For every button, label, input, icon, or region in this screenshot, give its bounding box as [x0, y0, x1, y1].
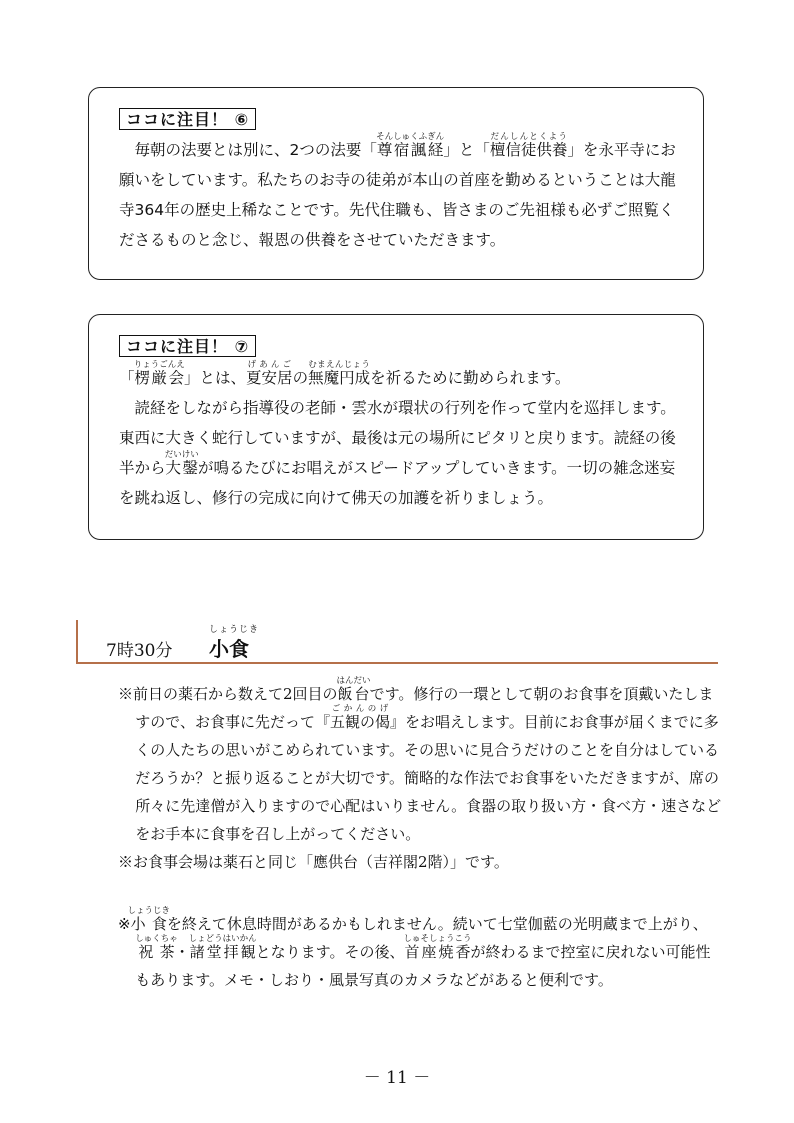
- section-title: 小食: [209, 637, 249, 661]
- section-header: [76, 620, 718, 664]
- ruby-danshinto-kuyo: 檀信徒供養だんしんとくよう: [489, 132, 568, 159]
- ruby-daikei: 大鏧だいけい: [164, 450, 199, 477]
- ruby-gokan-no-ge: 五観の偈ごかんのげ: [329, 704, 390, 731]
- ruby-handai: 飯台はんだい: [336, 676, 371, 703]
- box-label-7: ココに注目！ ⑦: [119, 335, 256, 357]
- page-number: － 11 －: [363, 1068, 431, 1088]
- ruby-sonshuku-fugin: 尊宿諷経そんしゅくふぎん: [376, 132, 445, 159]
- ruby-ryogon-e: 楞厳会りょうごんえ: [133, 360, 185, 387]
- ruby-shojiki: 小食しょうじき: [127, 906, 170, 933]
- ruby-shukucha: 祝茶しゅくちゃ: [135, 934, 178, 961]
- note-3: ※小食しょうじきを終えて休息時間があるかもしれません。続いて七堂伽藍の光明蔵まで上がり、祝茶しゅくちゃ・諸堂拝観しょどうはいかんとなります。その後、首座焼香しゅそしょうこうが終わるまで控室に戻れない可能性もあります。メモ・しおり・風景写真のカメラなどがあると便利です。: [118, 906, 711, 989]
- box-7-text-2: 読経をしながら指導役の老師・雲水が環状の行列を作って堂内を巡拝します。東西に大きく蛇行していますが、最後は元の場所にピタリと戻ります。読経の後半から大鏧だいけいが鳴るたびにお唱えがスピードアップしていきます。一切の雑念迷妄を跳ね返し、修行の完成に向けて佛天の加護を祈りましょう。: [119, 399, 676, 507]
- note-2: ※お食事会場は薬石と同じ「應供台（吉祥閣2階）」です。: [118, 853, 509, 871]
- section-time: 7時30分: [106, 641, 173, 661]
- ruby-shodo-haikan: 諸堂拝観しょどうはいかん: [188, 934, 257, 961]
- ruby-mumaenjo: 無魔円成むまえんじょう: [308, 360, 371, 387]
- box-label-6: ココに注目！ ⑥: [119, 108, 256, 130]
- attention-box-6: [88, 87, 704, 280]
- note-1: ※前日の薬石から数えて2回目の飯台はんだいです。修行の一環として朝のお食事を頂戴いたしますので、お食事に先だって『五観の偈ごかんのげ』をお唱えします。目前にお食事が届くまでに多くの人たちの思いがこめられています。その思いに見合うだけのことを自分はしているだろうか？と振り返ることが大切です。簡略的な作法でお食事をいただきますが、席の所々に先達僧が入りますので心配はいりません。食器の取り扱い方・食べ方・速さなどをお手本に食事を召し上がってください。: [118, 676, 722, 843]
- attention-box-7: [88, 314, 704, 540]
- ruby-shuso-shoko: 首座焼香しゅそしょうこう: [403, 934, 472, 961]
- ruby-geango: 夏安居げあんご: [246, 360, 293, 387]
- box-6-text: 毎朝の法要とは別に、2つの法要「尊宿諷経そんしゅくふぎん」と「檀信徒供養だんしんとくよう」を永平寺にお願いをしています。私たちのお寺の徒弟が本山の首座を勤めるということは大龍寺364年の歴史上稀なことです。先代住職も、皆さまのご先祖様も必ずご照覧くださるものと念じ、報恩の供養をさせていただきます。: [119, 132, 676, 249]
- section-title-ruby: しょうじき: [209, 625, 260, 635]
- notes: [118, 676, 722, 994]
- box-7-text-1: 「楞厳会りょうごんえ」とは、夏安居げあんごの無魔円成むまえんじょうを祈るために勤められます。: [119, 360, 571, 387]
